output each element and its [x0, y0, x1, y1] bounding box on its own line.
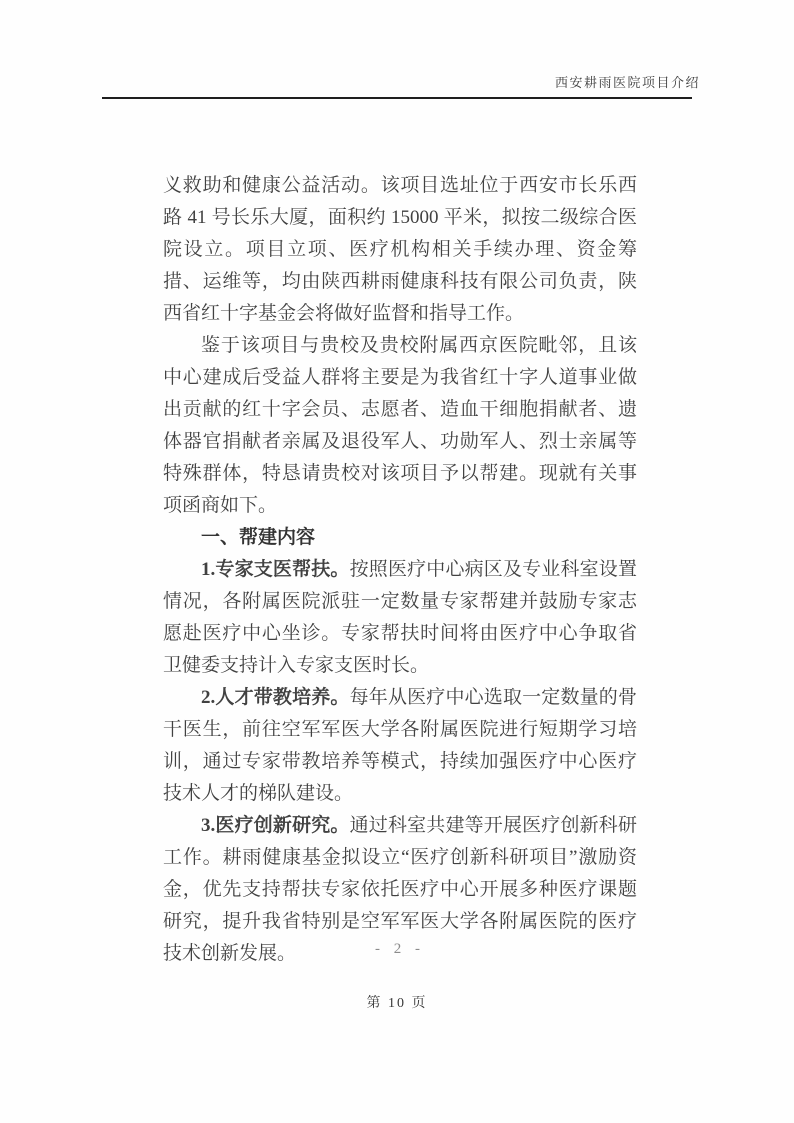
section-heading-text: 一、帮建内容 — [201, 527, 316, 548]
paragraph-text: 通过科室共建等开展医疗创新科研工作。耕雨健康基金拟设立“医疗创新科研项目”激励资金，优先支持帮扶专家依托医疗中心开展多种医疗课题研究，提升我省特别是空军军医大学各附属医院的医疗技术创新发展。 — [163, 815, 637, 964]
running-header-title: 西安耕雨医院项目介绍 — [554, 75, 700, 90]
paragraph-text: 按照医疗中心病区及专业科室设置情况，各附属医院派驻一定数量专家帮建并鼓励专家志愿赴医疗中心坐诊。专家帮扶时间将由医疗中心争取省卫健委支持计入专家支医时长。 — [163, 559, 637, 676]
inner-page-number: - 2 - — [375, 941, 425, 957]
paragraph-text: 每年从医疗中心选取一定数量的骨干医生，前往空军军医大学各附属医院进行短期学习培训，通过专家带教培养等模式，持续加强医疗中心医疗技术人才的梯队建设。 — [163, 687, 637, 804]
paragraph — [163, 330, 637, 522]
paragraph-item-2 — [163, 682, 637, 810]
section-heading — [163, 522, 637, 554]
paragraph-text: 鉴于该项目与贵校及贵校附属西京医院毗邻，且该中心建成后受益人群将主要是为我省红十字人道事业做出贡献的红十字会员、志愿者、造血干细胞捐献者、遗体器官捐献者亲属及退役军人、功勋军人、烈士亲属等特殊群体，特恳请贵校对该项目予以帮建。现就有关事项函商如下。 — [163, 335, 637, 516]
header-rule — [102, 97, 692, 99]
document-body — [163, 170, 637, 970]
paragraph-lead: 1.专家支医帮扶。 — [201, 559, 350, 580]
outer-page-number: 第 10 页 — [366, 996, 428, 1011]
paragraph-continuation — [163, 170, 637, 330]
paragraph-text: 义救助和健康公益活动。该项目选址位于西安市长乐西路 41 号长乐大厦，面积约 15000 平米，拟按二级综合医院设立。项目立项、医疗机构相关手续办理、资金筹措、运维等，均由陕西耕雨健康科技有限公司负责，陕西省红十字基金会将做好监督和指导工作。 — [163, 175, 637, 324]
paragraph-lead: 2.人才带教培养。 — [201, 687, 350, 708]
paragraph-item-1 — [163, 554, 637, 682]
paragraph-lead: 3.医疗创新研究。 — [201, 815, 350, 836]
